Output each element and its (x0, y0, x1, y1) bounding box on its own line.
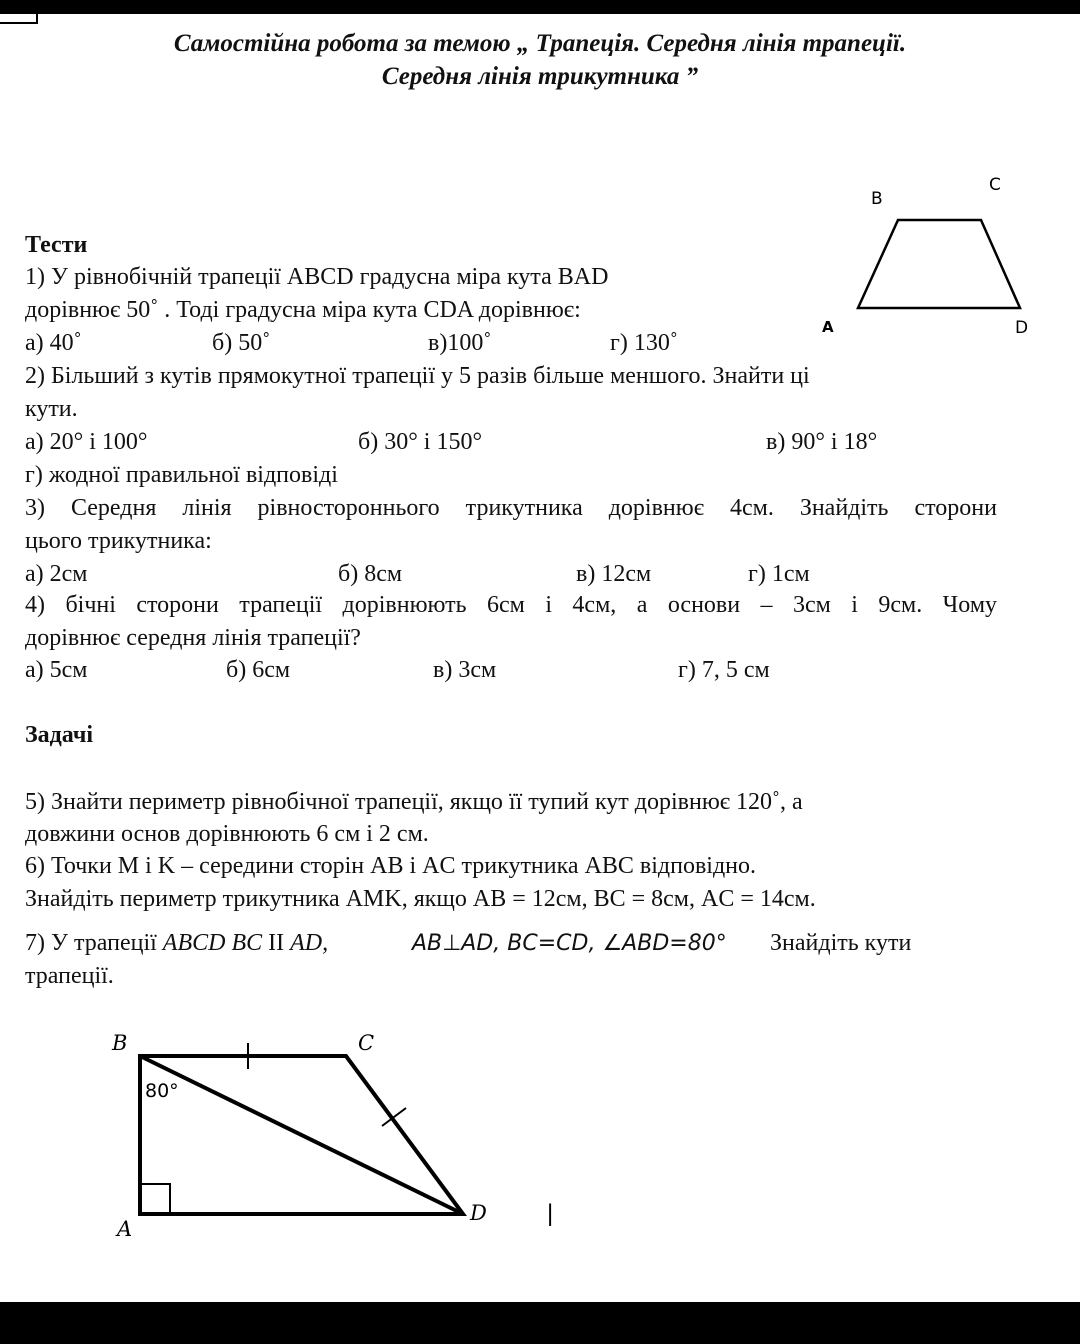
fig2-label-a: A (117, 1217, 133, 1241)
q4-option-d: г) 7, 5 см (678, 657, 770, 683)
q3-line-1: 3) Середня лінія рівностороннього трикутника дорівнює 4см. Знайдіть сторони (25, 495, 997, 521)
q7-condition-2: AD, (284, 930, 329, 956)
q4-line-2: дорівнює середня лінія трапеції? (25, 625, 361, 651)
trapezoid-figure-1 (822, 175, 1028, 338)
fig2-label-d: D (470, 1201, 487, 1225)
q3-line-2: цього трикутника: (25, 528, 212, 554)
q3-option-d: г) 1см (748, 561, 810, 587)
q1-line-2: дорівнює 50˚ . Тоді градусна міра кута CDA дорівнює: (25, 297, 581, 323)
q2-line-2: кути. (25, 396, 78, 422)
q2-option-d: г) жодної правильної відповіді (25, 462, 338, 488)
q6-line-1: 6) Точки M і K – середини сторін AB і AC трикутника ABC відповідно. (25, 853, 757, 879)
trapezoid-figure-2 (111, 1031, 553, 1241)
angle-80-label: 80° (145, 1080, 179, 1102)
fig1-label-c: C (989, 175, 1001, 195)
q3-option-b: б) 8см (338, 561, 403, 587)
q7-math-conditions: AB⊥AD, BC=CD, ∠ABD=80° (412, 931, 727, 956)
q5-line-1: 5) Знайти периметр рівнобічної трапеції, якщо її тупий кут дорівнює 120˚, а (25, 789, 803, 815)
fig2-label-b: B (112, 1031, 128, 1055)
bottom-black-bar (0, 1302, 1080, 1344)
fig1-label-d: D (1015, 318, 1029, 338)
fig2-label-c: C (358, 1031, 375, 1055)
q4-option-c: в) 3см (433, 657, 497, 683)
fig1-label-a: A (822, 318, 834, 336)
q2-option-a: а) 20° і 100° (25, 429, 148, 455)
q7-suffix: Знайдіть кути (770, 930, 912, 956)
right-angle-marker (140, 1184, 170, 1214)
q1-option-a: а) 40˚ (25, 330, 82, 356)
q7-prefix: 7) У трапеції (25, 930, 163, 956)
q3-option-c: в) 12см (576, 561, 652, 587)
tasks-heading: Задачі (25, 722, 94, 748)
q1-option-d: г) 130˚ (610, 330, 678, 356)
q7-parallel-sign: ІІ (268, 930, 285, 956)
q4-line-1: 4) бічні сторони трапеції дорівнюють 6см і 4см, а основи – 3см і 9см. Чому (25, 592, 997, 618)
q7-line-2: трапеції. (25, 963, 114, 989)
title-line-2: Середня лінія трикутника ” (381, 63, 699, 90)
q1-option-c: в)100˚ (428, 330, 492, 356)
q3-option-a: а) 2см (25, 561, 88, 587)
trapezoid-1-shape (858, 220, 1020, 308)
q7-condition-1: ABCD BC (162, 930, 269, 956)
title-line-1: Самостійна робота за темою „ Трапеція. Середня лінія трапеції. (173, 30, 907, 57)
fig1-label-b: B (871, 189, 883, 209)
diagonal-bd (140, 1056, 463, 1214)
q2-line-1: 2) Більший з кутів прямокутної трапеції у 5 разів більше меншого. Знайти ці (25, 363, 810, 389)
q1-line-1: 1) У рівнобічній трапеції ABCD градусна міра кута BAD (25, 264, 609, 290)
q6-line-2: Знайдіть периметр трикутника AMK, якщо AB = 12см, BC = 8см, AC = 14см. (25, 886, 816, 912)
q2-option-b: б) 30° і 150° (358, 429, 483, 455)
tests-heading: Тести (25, 232, 88, 258)
text-cursor: | (547, 1200, 554, 1227)
q1-option-b: б) 50˚ (212, 330, 271, 356)
q4-option-a: а) 5см (25, 657, 88, 683)
q2-option-c: в) 90° і 18° (766, 429, 878, 455)
q5-line-2: довжини основ дорівнюють 6 см і 2 см. (25, 821, 429, 847)
q4-option-b: б) 6см (226, 657, 291, 683)
